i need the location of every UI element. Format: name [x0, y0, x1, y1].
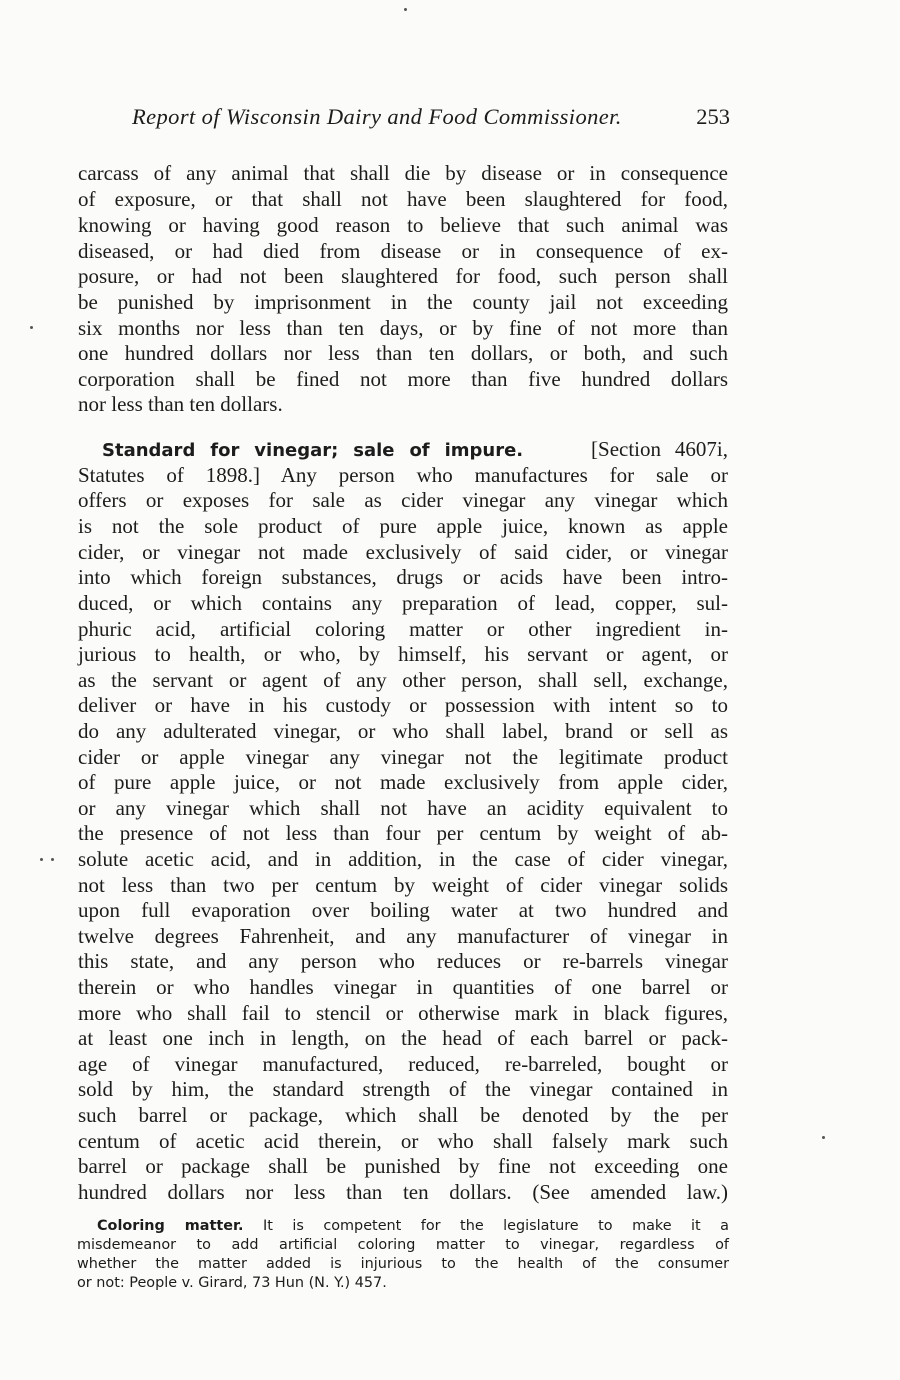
text-line: upon full evaporation over boiling water at two hundred and [78, 898, 728, 922]
text-line: Statutes of 1898.] Any person who manufactures for sale or [78, 463, 728, 487]
text-line: deliver or have in his custody or possession with intent so to [78, 693, 728, 717]
note-first-line [97, 1217, 729, 1236]
note-line: whether the matter added is injurious to the health of the consumer [77, 1256, 729, 1272]
note-line: or not: People v. Girard, 73 Hun (N. Y.) 457. [77, 1275, 387, 1291]
text-line: nor less than ten dollars. [78, 392, 283, 416]
text-line: one hundred dollars nor less than ten dollars, or both, and such [78, 341, 728, 365]
text-line: therein or who handles vinegar in quantities of one barrel or [78, 975, 728, 999]
text-line: hundred dollars nor less than ten dollars. (See amended law.) [78, 1180, 728, 1204]
text-line: diseased, or had died from disease or in consequence of ex- [78, 239, 728, 263]
text-line: carcass of any animal that shall die by disease or in consequence [78, 161, 728, 185]
text-line: centum of acetic acid therein, or who shall falsely mark such [78, 1129, 728, 1153]
text-line: knowing or having good reason to believe that such animal was [78, 213, 728, 237]
scan-speck [822, 1136, 825, 1139]
text-line: sold by him, the standard strength of the vinegar contained in [78, 1077, 728, 1101]
text-line: at least one inch in length, on the head of each barrel or pack- [78, 1026, 728, 1050]
text-line: cider, or vinegar not made exclusively of said cider, or vinegar [78, 540, 728, 564]
scan-speck [40, 858, 43, 861]
text-line: be punished by imprisonment in the county jail not exceeding [78, 290, 728, 314]
text-line: phuric acid, artificial coloring matter or other ingredient in- [78, 617, 728, 641]
text-line: cider or apple vinegar any vinegar not the legitimate product [78, 745, 728, 769]
section-heading: Standard for vinegar; sale of impure. [102, 440, 524, 461]
header-title: Report of Wisconsin Dairy and Food Commissioner. [132, 104, 622, 129]
text-line: six months nor less than ten days, or by fine of not more than [78, 316, 728, 340]
text-line: the presence of not less than four per centum by weight of ab- [78, 821, 728, 845]
text-line: jurious to health, or who, by himself, his servant or agent, or [78, 642, 728, 666]
text-line: solute acetic acid, and in addition, in the case of cider vinegar, [78, 847, 728, 871]
text-line: of pure apple juice, or not made exclusively from apple cider, [78, 770, 728, 794]
note-text: It is competent for the legislature to make it a [262, 1218, 729, 1234]
text-line: such barrel or package, which shall be denoted by the per [78, 1103, 728, 1127]
text-line: corporation shall be fined not more than five hundred dollars [78, 367, 728, 391]
page-number: 253 [696, 104, 730, 129]
note-heading: Coloring matter. [97, 1218, 244, 1234]
text-line: more who shall fail to stencil or otherwise mark in black figures, [78, 1001, 728, 1025]
text-line: do any adulterated vinegar, or who shall label, brand or sell as [78, 719, 728, 743]
section-citation: [Section 4607i, [591, 437, 729, 461]
text-line: into which foreign substances, drugs or acids have been intro- [78, 565, 728, 589]
note-line: misdemeanor to add artificial coloring matter to vinegar, regardless of [77, 1237, 729, 1253]
text-line: duced, or which contains any preparation of lead, copper, sul- [78, 591, 728, 615]
text-line: twelve degrees Fahrenheit, and any manufacturer of vinegar in [78, 924, 728, 948]
text-line: is not the sole product of pure apple juice, known as apple [78, 514, 728, 538]
text-line: barrel or package shall be punished by fine not exceeding one [78, 1154, 728, 1178]
running-header [132, 104, 732, 134]
section-first-line [102, 436, 728, 464]
text-line: age of vinegar manufactured, reduced, re-barreled, bought or [78, 1052, 728, 1076]
scan-speck [404, 8, 407, 11]
text-line: or any vinegar which shall not have an acidity equivalent to [78, 796, 728, 820]
text-line: of exposure, or that shall not have been slaughtered for food, [78, 187, 728, 211]
text-line: posure, or had not been slaughtered for food, such person shall [78, 264, 728, 288]
text-line: offers or exposes for sale as cider vinegar any vinegar which [78, 488, 728, 512]
text-line: as the servant or agent of any other person, shall sell, exchange, [78, 668, 728, 692]
scan-speck [51, 858, 54, 861]
text-line: not less than two per centum by weight of cider vinegar solids [78, 873, 728, 897]
text-line: this state, and any person who reduces or re-barrels vinegar [78, 949, 728, 973]
scan-speck [30, 326, 33, 329]
